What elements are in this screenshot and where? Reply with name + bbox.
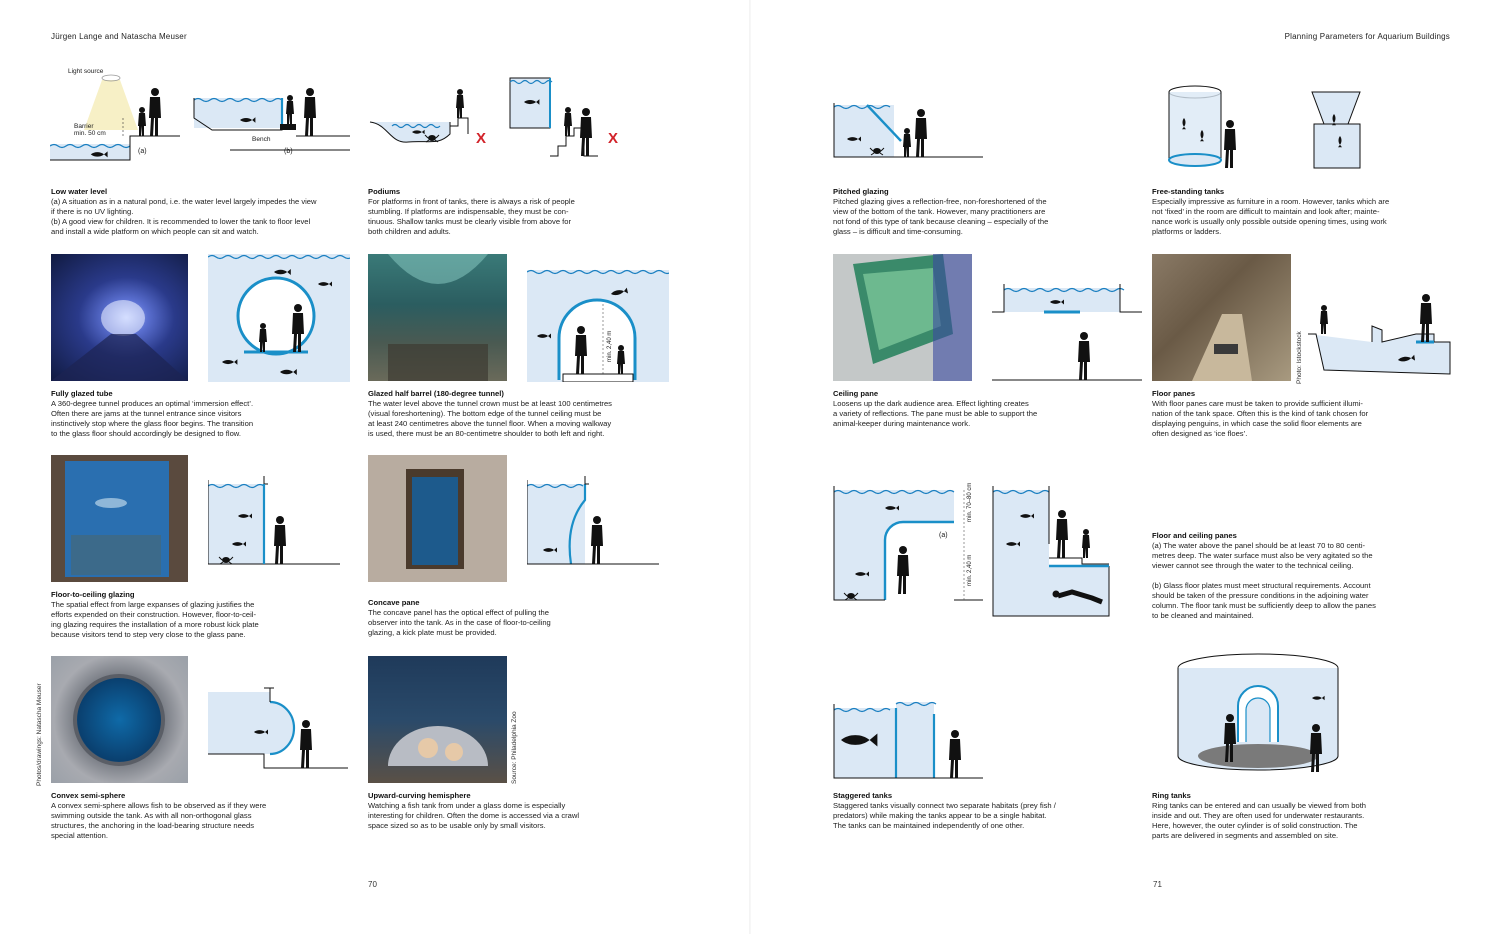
photo-fully-glazed-tube <box>51 254 188 381</box>
caption-title: Floor-to-ceiling glazing <box>51 590 135 599</box>
credit-philadelphia-zoo: Source: Philadelphia Zoo <box>511 711 518 784</box>
figure-floor-panes <box>1306 294 1452 380</box>
cross-mark-b: X <box>608 130 619 147</box>
page-number-right: 71 <box>1153 880 1162 889</box>
photo-floor-panes <box>1152 254 1291 381</box>
caption-title: Fully glazed tube <box>51 389 113 398</box>
caption-title: Staggered tanks <box>833 791 893 800</box>
caption-text: The spatial effect from large expanses of glazing justifies the efforts expended on their construction. However, floor-to-ceil- ing glazing requires the installation of a more robust kick plate because visitors tend to step very close to the glass pane. <box>51 600 259 639</box>
caption-pitched-glazing <box>833 187 1073 237</box>
label-barrier: Barrier <box>74 123 94 130</box>
figure-pitched-glazing <box>833 95 983 160</box>
caption-text: A 360-degree tunnel produces an optimal ‘immersion effect’. Often there are jams at the tunnel entrance since visitors instinctively stop where the glass floor begins. The transition to the glass floor should accordingly be designed to flow. <box>51 399 254 438</box>
caption-low-water-level <box>51 187 351 237</box>
photo-floor-to-ceiling-glazing <box>51 455 188 582</box>
figure-podiums <box>368 74 628 164</box>
figure-convex-semi-sphere <box>208 684 350 774</box>
cross-mark-a: X <box>476 130 487 147</box>
figure-concave-pane <box>527 476 669 566</box>
figure-staggered-tanks <box>833 694 985 780</box>
figure-free-standing-tanks <box>1160 84 1370 174</box>
caption-title: Podiums <box>368 187 401 196</box>
caption-ceiling-pane <box>833 389 1073 429</box>
figure-fully-glazed-tube <box>208 254 350 382</box>
figure-ring-tanks <box>1176 652 1346 782</box>
book-spine <box>749 0 751 934</box>
figure-floor-and-ceiling-a <box>833 482 983 602</box>
label-a: (a) <box>939 532 948 539</box>
caption-text: Watching a fish tank from under a glass dome is especially interesting for children. Often the dome is accessed via a crawl space sized so as to be usable only by small visitors. <box>368 801 580 830</box>
page-number-left: 70 <box>368 880 377 889</box>
label-barrier-min: min. 50 cm <box>74 130 106 137</box>
caption-text: Ring tanks can be entered and can usually be viewed from both inside and out. They are often used for underwater restaurants. Here, however, the outer cylinder is of solid construction. The parts are delivered in segments and assembled on site. <box>1152 801 1367 840</box>
caption-text: (a) A situation as in a natural pond, i.e. the water level largely impedes the view if there is no UV lighting. (b) A good view for children. It is recommended to lower the tank to floor level and install a wide platform on which people can sit and watch. <box>51 197 317 236</box>
caption-title: Low water level <box>51 187 108 196</box>
caption-podiums <box>368 187 628 237</box>
label-min-70-80: min. 70–80 cm <box>967 482 973 522</box>
caption-staggered-tanks <box>833 791 1093 831</box>
caption-glazed-half-barrel <box>368 389 668 439</box>
caption-title: Floor panes <box>1152 389 1196 398</box>
caption-title: Ring tanks <box>1152 791 1191 800</box>
label-light-source: Light source <box>68 68 104 75</box>
caption-concave-pane <box>368 598 628 638</box>
credit-photos-drawings: Photos/drawings: Natascha Meuser <box>36 683 43 786</box>
caption-title: Free-standing tanks <box>1152 187 1225 196</box>
caption-fully-glazed-tube <box>51 389 351 439</box>
figure-floor-and-ceiling-b <box>992 482 1142 618</box>
credit-istock: Photo: Istockstock <box>1296 331 1303 384</box>
caption-ring-tanks <box>1152 791 1452 841</box>
figure-low-water-b <box>192 88 352 158</box>
caption-upward-curving-hemisphere <box>368 791 628 831</box>
running-header-right: Planning Parameters for Aquarium Buildings <box>1284 32 1450 41</box>
caption-floor-and-ceiling-panes <box>1152 531 1452 621</box>
label-a: (a) <box>138 148 147 155</box>
caption-text: (a) The water above the panel should be at least 70 to 80 centi- metres deep. The water surface must also be very agitated so the viewer cannot see through the water to the technical ceiling. (b) Glass floor plates must meet structural requirements. Account should be taken of the pressure conditions in the adjoining water column. The floor tank must be sufficiently deep to allow the panes to be cleaned and maintained. <box>1152 541 1376 620</box>
figure-glazed-half-barrel <box>527 264 669 382</box>
caption-floor-to-ceiling-glazing <box>51 590 351 640</box>
running-header-left: Jürgen Lange and Natascha Meuser <box>51 32 187 41</box>
label-min-240: min. 2,40 m <box>967 554 973 586</box>
caption-title: Floor and ceiling panes <box>1152 531 1237 540</box>
figure-ceiling-pane <box>992 282 1142 382</box>
caption-free-standing-tanks <box>1152 187 1452 237</box>
caption-text: Staggered tanks visually connect two separate habitats (prey fish / predators) while making the tanks appear to be a single habitat. The tanks can be maintained independently of one other. <box>833 801 1056 830</box>
caption-title: Pitched glazing <box>833 187 889 196</box>
photo-glazed-half-barrel <box>368 254 507 381</box>
caption-text: The water level above the tunnel crown must be at least 100 centimetres (visual foreshortening). The bottom edge of the tunnel ceiling must be at least 240 centimetres above the tunnel floor. When a moving walkway is used, there must be an 80-centimetre shoulder to both left and right. <box>368 399 612 438</box>
caption-text: Especially impressive as furniture in a room. However, tanks which are not ‘fixed’ in the room are difficult to maintain and look after; mainte- nance work is usually only possible outside opening times, using work platforms or ladders. <box>1152 197 1390 236</box>
photo-ceiling-pane <box>833 254 972 381</box>
caption-floor-panes <box>1152 389 1452 439</box>
figure-floor-to-ceiling-glazing <box>208 476 350 566</box>
caption-title: Upward-curving hemisphere <box>368 791 471 800</box>
photo-upward-curving-hemisphere <box>368 656 507 783</box>
caption-title: Convex semi-sphere <box>51 791 126 800</box>
label-b: (b) <box>284 148 293 155</box>
caption-title: Ceiling pane <box>833 389 879 398</box>
caption-text: The concave panel has the optical effect of pulling the observer into the tank. As in the case of floor-to-ceiling glazing, a kick plate must be provided. <box>368 608 551 637</box>
caption-convex-semi-sphere <box>51 791 351 841</box>
caption-title: Concave pane <box>368 598 420 607</box>
caption-text: A convex semi-sphere allows fish to be observed as if they were swimming outside the tank. As with all non-orthogonal glass structures, the anchoring in the load-bearing structure needs special attention. <box>51 801 267 840</box>
caption-text: For platforms in front of tanks, there is always a risk of people stumbling. If platforms are indispensable, they must be con- tinuous. Shallow tanks must be clearly visible from above for both children and adults. <box>368 197 575 236</box>
label-bench: Bench <box>252 136 271 143</box>
caption-text: Pitched glazing gives a reflection-free, non-foreshortened of the view of the bottom of the tank. However, many practitioners are not fond of this type of tank because cleaning – especially of the glass – is difficult and time-consuming. <box>833 197 1049 236</box>
label-min-240: min. 2,40 m <box>607 330 613 362</box>
photo-convex-semi-sphere <box>51 656 188 783</box>
caption-text: With floor panes care must be taken to provide sufficient illumi- nation of the tank space. Often this is the kind of tank chosen for displaying penguins, in which case the solid floor elements are often designed as ‘ice floes’. <box>1152 399 1369 438</box>
caption-title: Glazed half barrel (180-degree tunnel) <box>368 389 504 398</box>
photo-concave-pane <box>368 455 507 582</box>
caption-text: Loosens up the dark audience area. Effect lighting creates a variety of reflections. The pane must be able to support the animal-keeper during maintenance work. <box>833 399 1038 428</box>
